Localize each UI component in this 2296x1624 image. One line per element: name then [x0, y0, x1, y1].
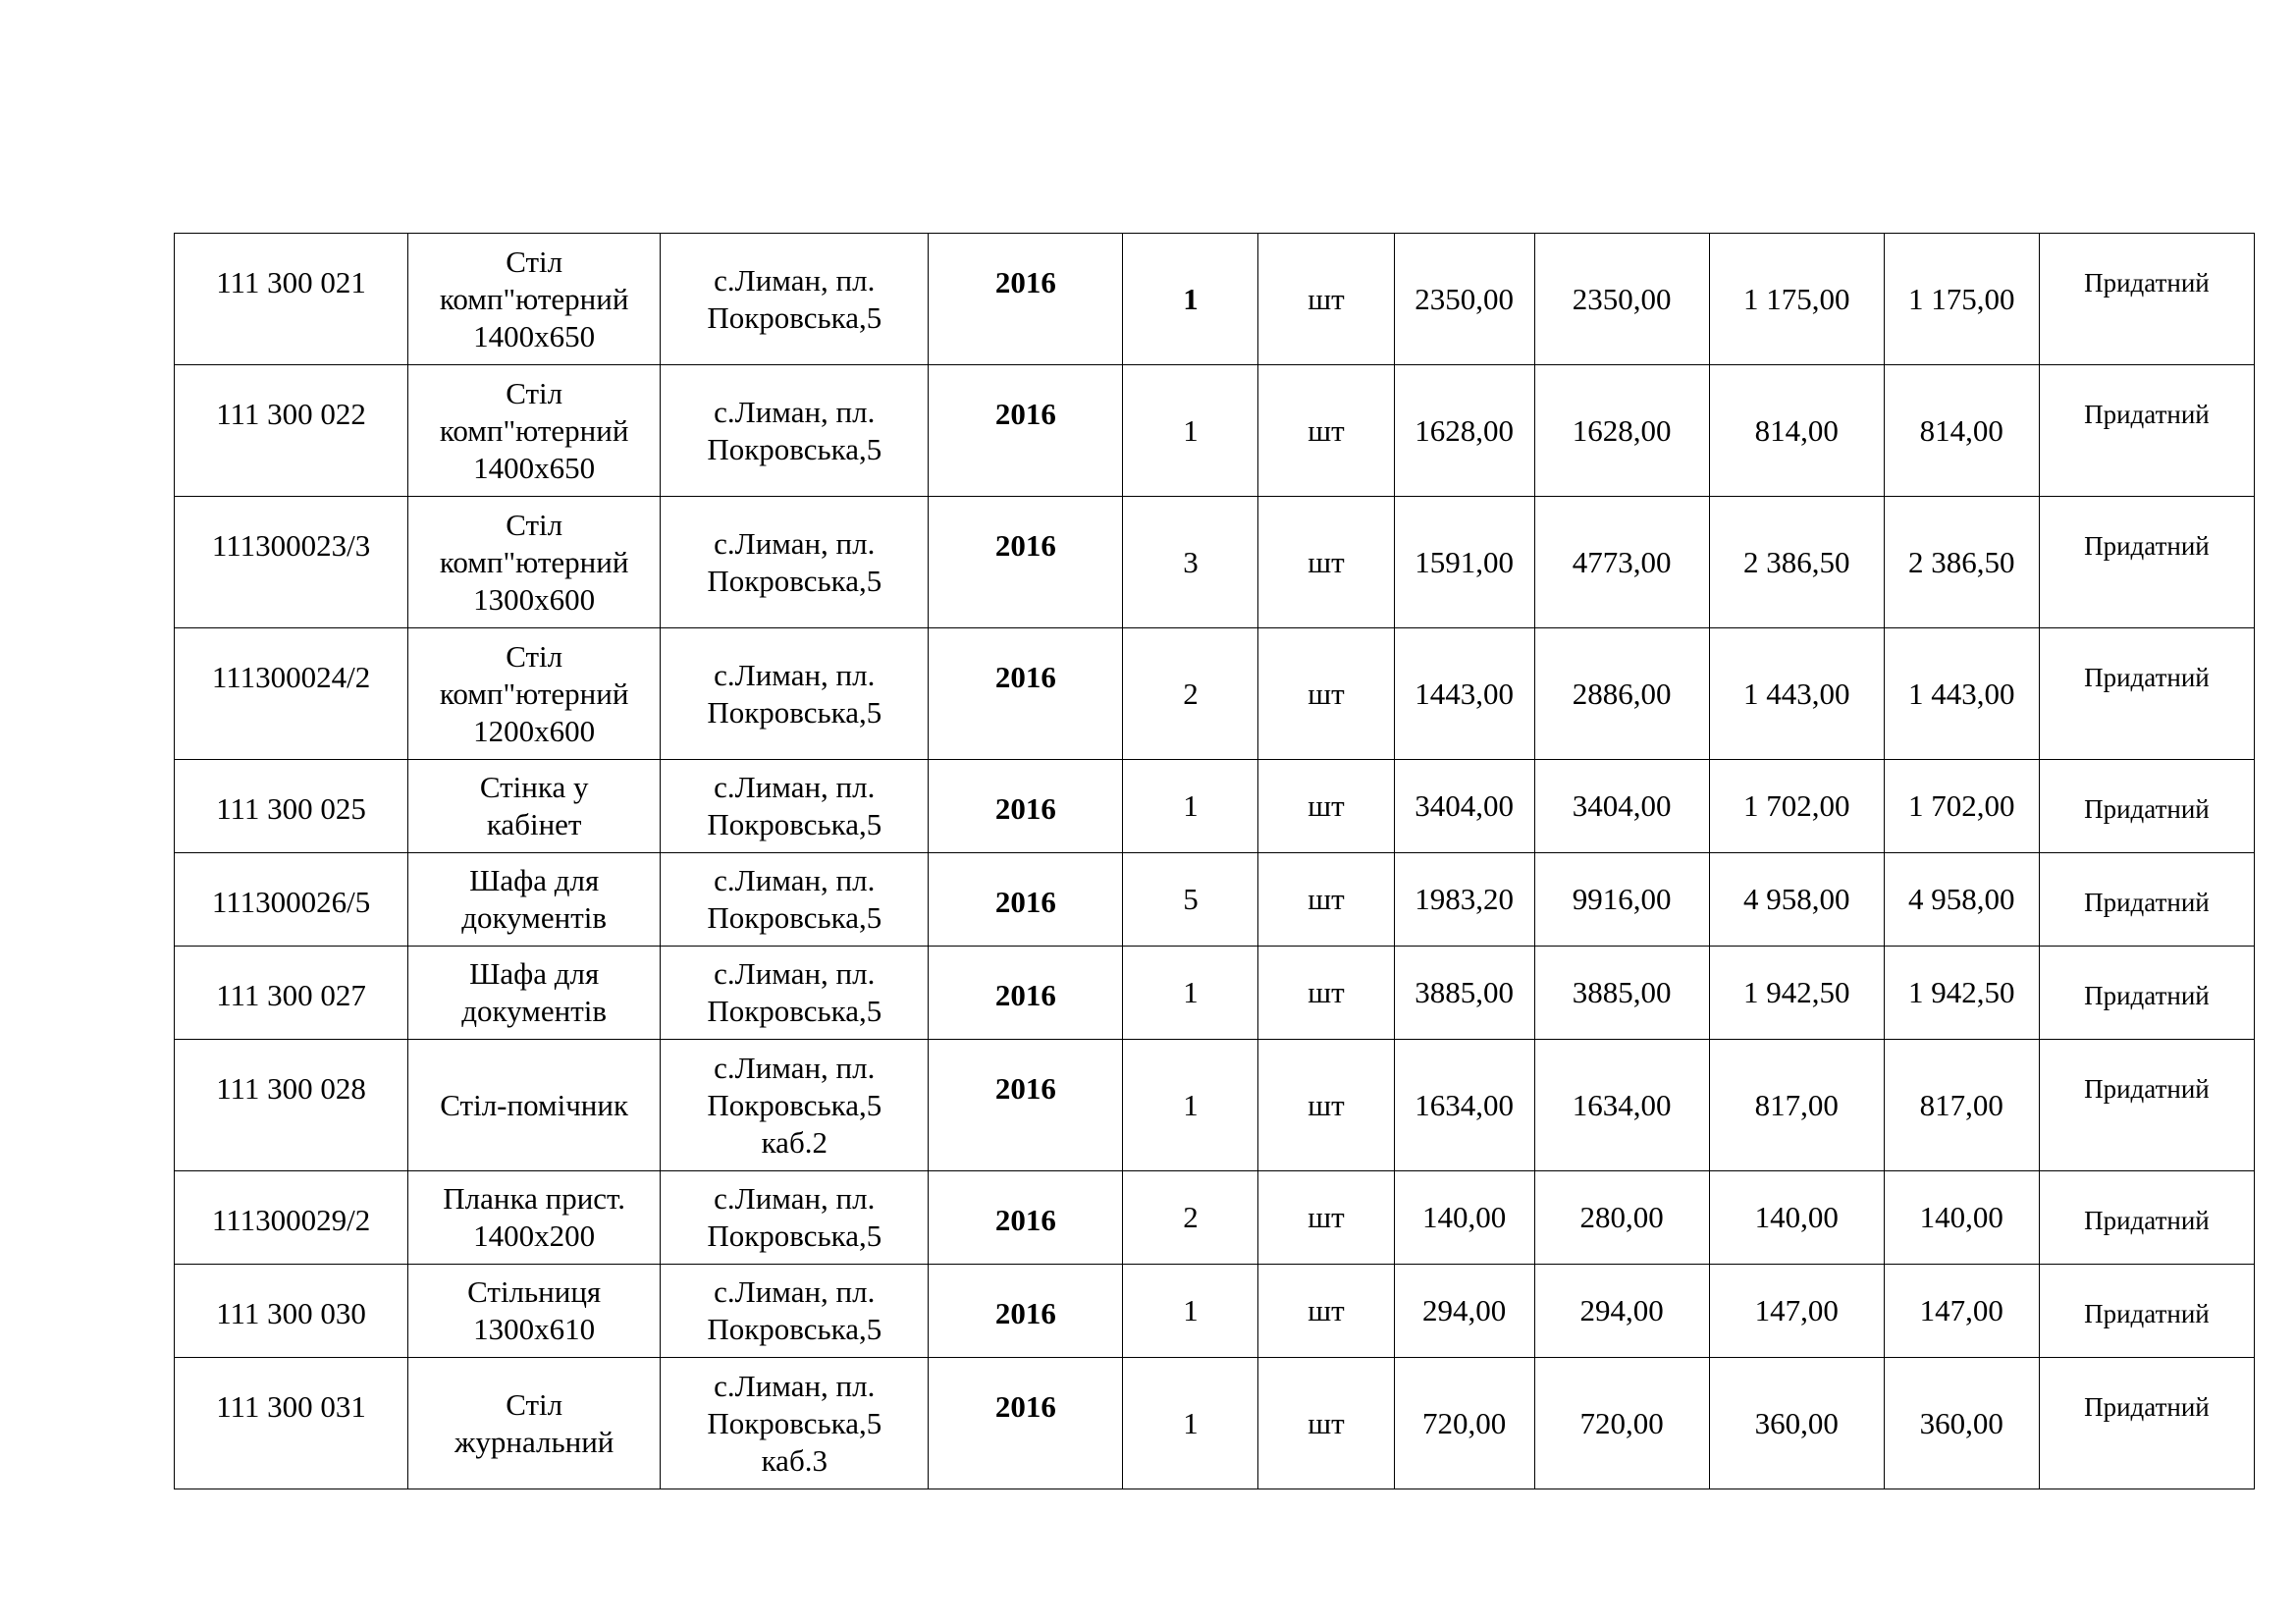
location-cell-line: с.Лиман, пл.	[714, 956, 876, 991]
item-name-cell-line: комп"ютерний	[439, 544, 629, 579]
quantity-cell: 1	[1123, 1265, 1258, 1358]
location-cell	[661, 853, 929, 947]
depreciation-cell: 817,00	[1709, 1040, 1884, 1171]
item-name-cell	[408, 1265, 661, 1358]
condition-status-cell: Придатний	[2039, 1358, 2254, 1489]
table-row	[175, 365, 2255, 497]
location-cell	[661, 234, 929, 365]
unit-cell: шт	[1258, 234, 1394, 365]
item-name-cell-line: 1400х650	[473, 318, 596, 353]
location-cell	[661, 365, 929, 497]
table-row	[175, 497, 2255, 628]
unit-price-cell: 1628,00	[1394, 365, 1534, 497]
item-name-cell-line: 1200х600	[473, 713, 596, 748]
unit-price-cell: 294,00	[1394, 1265, 1534, 1358]
total-cost-cell: 720,00	[1534, 1358, 1709, 1489]
inventory-number-cell: 111 300 025	[175, 760, 408, 853]
total-cost-cell: 280,00	[1534, 1171, 1709, 1265]
location-cell-line: каб.2	[761, 1124, 828, 1160]
unit-cell: шт	[1258, 947, 1394, 1040]
item-name-cell-line: Шафа для	[469, 956, 600, 991]
location-cell-line: с.Лиман, пл.	[714, 770, 876, 804]
unit-price-cell: 1634,00	[1394, 1040, 1534, 1171]
unit-price-cell: 3885,00	[1394, 947, 1534, 1040]
location-cell-line: с.Лиман, пл.	[714, 863, 876, 897]
location-cell-line: с.Лиман, пл.	[714, 657, 876, 692]
unit-cell: шт	[1258, 1040, 1394, 1171]
item-name-cell-line: 1400х200	[473, 1218, 596, 1253]
location-cell	[661, 497, 929, 628]
depreciation-cell: 140,00	[1709, 1171, 1884, 1265]
total-cost-cell: 1634,00	[1534, 1040, 1709, 1171]
quantity-cell: 1	[1123, 234, 1258, 365]
condition-status-cell: Придатний	[2039, 1171, 2254, 1265]
total-cost-cell: 1628,00	[1534, 365, 1709, 497]
item-name-cell-line: 1400х650	[473, 450, 596, 485]
year-cell: 2016	[929, 497, 1123, 628]
inventory-number-cell: 111 300 031	[175, 1358, 408, 1489]
item-name-cell	[408, 628, 661, 760]
unit-cell: шт	[1258, 1358, 1394, 1489]
item-name-cell-line: документів	[461, 900, 608, 935]
item-name-cell-line: комп"ютерний	[439, 281, 629, 316]
location-cell-line: с.Лиман, пл.	[714, 1368, 876, 1403]
table-row	[175, 947, 2255, 1040]
year-cell: 2016	[929, 234, 1123, 365]
item-name-cell-line: Стіл	[506, 507, 563, 542]
depreciation-cell: 814,00	[1709, 365, 1884, 497]
residual-value-cell: 140,00	[1884, 1171, 2039, 1265]
location-cell-line: Покровська,5	[707, 694, 882, 730]
item-name-cell	[408, 365, 661, 497]
unit-price-cell: 2350,00	[1394, 234, 1534, 365]
depreciation-cell: 4 958,00	[1709, 853, 1884, 947]
residual-value-cell: 147,00	[1884, 1265, 2039, 1358]
item-name-cell	[408, 1358, 661, 1489]
quantity-cell: 3	[1123, 497, 1258, 628]
item-name-cell-line: Стіл	[506, 244, 563, 279]
item-name-cell-line: Стіл	[506, 375, 563, 410]
item-name-cell	[408, 1040, 661, 1171]
item-name-cell-line: комп"ютерний	[439, 412, 629, 448]
inventory-number-cell: 111300024/2	[175, 628, 408, 760]
year-cell: 2016	[929, 1040, 1123, 1171]
residual-value-cell: 814,00	[1884, 365, 2039, 497]
residual-value-cell: 1 443,00	[1884, 628, 2039, 760]
inventory-number-cell: 111 300 021	[175, 234, 408, 365]
item-name-cell	[408, 947, 661, 1040]
table-row	[175, 760, 2255, 853]
inventory-number-cell: 111 300 030	[175, 1265, 408, 1358]
depreciation-cell: 2 386,50	[1709, 497, 1884, 628]
item-name-cell	[408, 497, 661, 628]
year-cell: 2016	[929, 1358, 1123, 1489]
year-cell: 2016	[929, 947, 1123, 1040]
unit-cell: шт	[1258, 628, 1394, 760]
unit-cell: шт	[1258, 1265, 1394, 1358]
location-cell-line: с.Лиман, пл.	[714, 525, 876, 561]
residual-value-cell: 2 386,50	[1884, 497, 2039, 628]
unit-price-cell: 1591,00	[1394, 497, 1534, 628]
total-cost-cell: 2886,00	[1534, 628, 1709, 760]
year-cell: 2016	[929, 1171, 1123, 1265]
depreciation-cell: 147,00	[1709, 1265, 1884, 1358]
total-cost-cell: 3404,00	[1534, 760, 1709, 853]
item-name-cell-line: 1300х610	[473, 1312, 596, 1346]
table-row	[175, 1171, 2255, 1265]
location-cell-line: Покровська,5	[707, 431, 882, 466]
quantity-cell: 1	[1123, 1358, 1258, 1489]
item-name-cell-line: комп"ютерний	[439, 676, 629, 711]
residual-value-cell: 817,00	[1884, 1040, 2039, 1171]
location-cell-line: Покровська,5	[707, 1312, 882, 1346]
item-name-cell-line: Стіл-помічник	[440, 1087, 629, 1122]
location-cell-line: с.Лиман, пл.	[714, 1050, 876, 1085]
condition-status-cell: Придатний	[2039, 1265, 2254, 1358]
item-name-cell-line: Планка прист.	[443, 1181, 626, 1216]
year-cell: 2016	[929, 760, 1123, 853]
condition-status-cell: Придатний	[2039, 853, 2254, 947]
depreciation-cell: 1 175,00	[1709, 234, 1884, 365]
condition-status-cell: Придатний	[2039, 947, 2254, 1040]
location-cell-line: Покровська,5	[707, 1218, 882, 1253]
residual-value-cell: 360,00	[1884, 1358, 2039, 1489]
location-cell-line: с.Лиман, пл.	[714, 1274, 876, 1309]
location-cell-line: Покровська,5	[707, 563, 882, 598]
unit-price-cell: 1443,00	[1394, 628, 1534, 760]
location-cell-line: Покровська,5	[707, 900, 882, 935]
depreciation-cell: 360,00	[1709, 1358, 1884, 1489]
unit-cell: шт	[1258, 853, 1394, 947]
inventory-number-cell: 111300029/2	[175, 1171, 408, 1265]
quantity-cell: 2	[1123, 628, 1258, 760]
item-name-cell-line: 1300х600	[473, 581, 596, 617]
unit-cell: шт	[1258, 1171, 1394, 1265]
location-cell-line: Покровська,5	[707, 807, 882, 841]
unit-cell: шт	[1258, 760, 1394, 853]
item-name-cell	[408, 234, 661, 365]
location-cell-line: Покровська,5	[707, 299, 882, 335]
unit-price-cell: 1983,20	[1394, 853, 1534, 947]
item-name-cell-line: Стінка у	[479, 770, 589, 804]
item-name-cell-line: журнальний	[454, 1424, 614, 1459]
residual-value-cell: 1 702,00	[1884, 760, 2039, 853]
depreciation-cell: 1 702,00	[1709, 760, 1884, 853]
location-cell-line: Покровська,5	[707, 1087, 882, 1122]
unit-price-cell: 720,00	[1394, 1358, 1534, 1489]
unit-cell: шт	[1258, 497, 1394, 628]
location-cell	[661, 1171, 929, 1265]
table-row	[175, 853, 2255, 947]
location-cell	[661, 1358, 929, 1489]
location-cell-line: с.Лиман, пл.	[714, 262, 876, 298]
year-cell: 2016	[929, 365, 1123, 497]
inventory-number-cell: 111 300 027	[175, 947, 408, 1040]
location-cell	[661, 628, 929, 760]
total-cost-cell: 2350,00	[1534, 234, 1709, 365]
residual-value-cell: 4 958,00	[1884, 853, 2039, 947]
location-cell	[661, 947, 929, 1040]
total-cost-cell: 4773,00	[1534, 497, 1709, 628]
location-cell-line: с.Лиман, пл.	[714, 1181, 876, 1216]
unit-price-cell: 140,00	[1394, 1171, 1534, 1265]
depreciation-cell: 1 443,00	[1709, 628, 1884, 760]
location-cell-line: Покровська,5	[707, 994, 882, 1028]
inventory-number-cell: 111 300 022	[175, 365, 408, 497]
year-cell: 2016	[929, 1265, 1123, 1358]
condition-status-cell: Придатний	[2039, 497, 2254, 628]
quantity-cell: 2	[1123, 1171, 1258, 1265]
item-name-cell	[408, 1171, 661, 1265]
item-name-cell-line: Стільниця	[467, 1274, 602, 1309]
quantity-cell: 1	[1123, 1040, 1258, 1171]
item-name-cell-line: Шафа для	[469, 863, 600, 897]
location-cell-line: Покровська,5	[707, 1405, 882, 1440]
quantity-cell: 1	[1123, 365, 1258, 497]
condition-status-cell: Придатний	[2039, 1040, 2254, 1171]
condition-status-cell: Придатний	[2039, 234, 2254, 365]
residual-value-cell: 1 942,50	[1884, 947, 2039, 1040]
table-row	[175, 1040, 2255, 1171]
year-cell: 2016	[929, 853, 1123, 947]
item-name-cell	[408, 853, 661, 947]
item-name-cell-line: Стіл	[506, 638, 563, 674]
table-body	[175, 234, 2255, 1489]
item-name-cell-line: Стіл	[506, 1386, 563, 1422]
condition-status-cell: Придатний	[2039, 760, 2254, 853]
quantity-cell: 5	[1123, 853, 1258, 947]
item-name-cell	[408, 760, 661, 853]
total-cost-cell: 294,00	[1534, 1265, 1709, 1358]
condition-status-cell: Придатний	[2039, 628, 2254, 760]
year-cell: 2016	[929, 628, 1123, 760]
residual-value-cell: 1 175,00	[1884, 234, 2039, 365]
inventory-table	[174, 233, 2255, 1489]
table-row	[175, 1265, 2255, 1358]
inventory-number-cell: 111300026/5	[175, 853, 408, 947]
total-cost-cell: 9916,00	[1534, 853, 1709, 947]
unit-price-cell: 3404,00	[1394, 760, 1534, 853]
item-name-cell-line: документів	[461, 994, 608, 1028]
location-cell	[661, 1265, 929, 1358]
quantity-cell: 1	[1123, 760, 1258, 853]
table-row	[175, 234, 2255, 365]
inventory-number-cell: 111300023/3	[175, 497, 408, 628]
location-cell-line: каб.3	[761, 1442, 828, 1478]
location-cell	[661, 1040, 929, 1171]
table-row	[175, 1358, 2255, 1489]
location-cell-line: с.Лиман, пл.	[714, 394, 876, 429]
item-name-cell-line: кабінет	[486, 807, 582, 841]
quantity-cell: 1	[1123, 947, 1258, 1040]
total-cost-cell: 3885,00	[1534, 947, 1709, 1040]
inventory-number-cell: 111 300 028	[175, 1040, 408, 1171]
location-cell	[661, 760, 929, 853]
table-row	[175, 628, 2255, 760]
depreciation-cell: 1 942,50	[1709, 947, 1884, 1040]
unit-cell: шт	[1258, 365, 1394, 497]
condition-status-cell: Придатний	[2039, 365, 2254, 497]
